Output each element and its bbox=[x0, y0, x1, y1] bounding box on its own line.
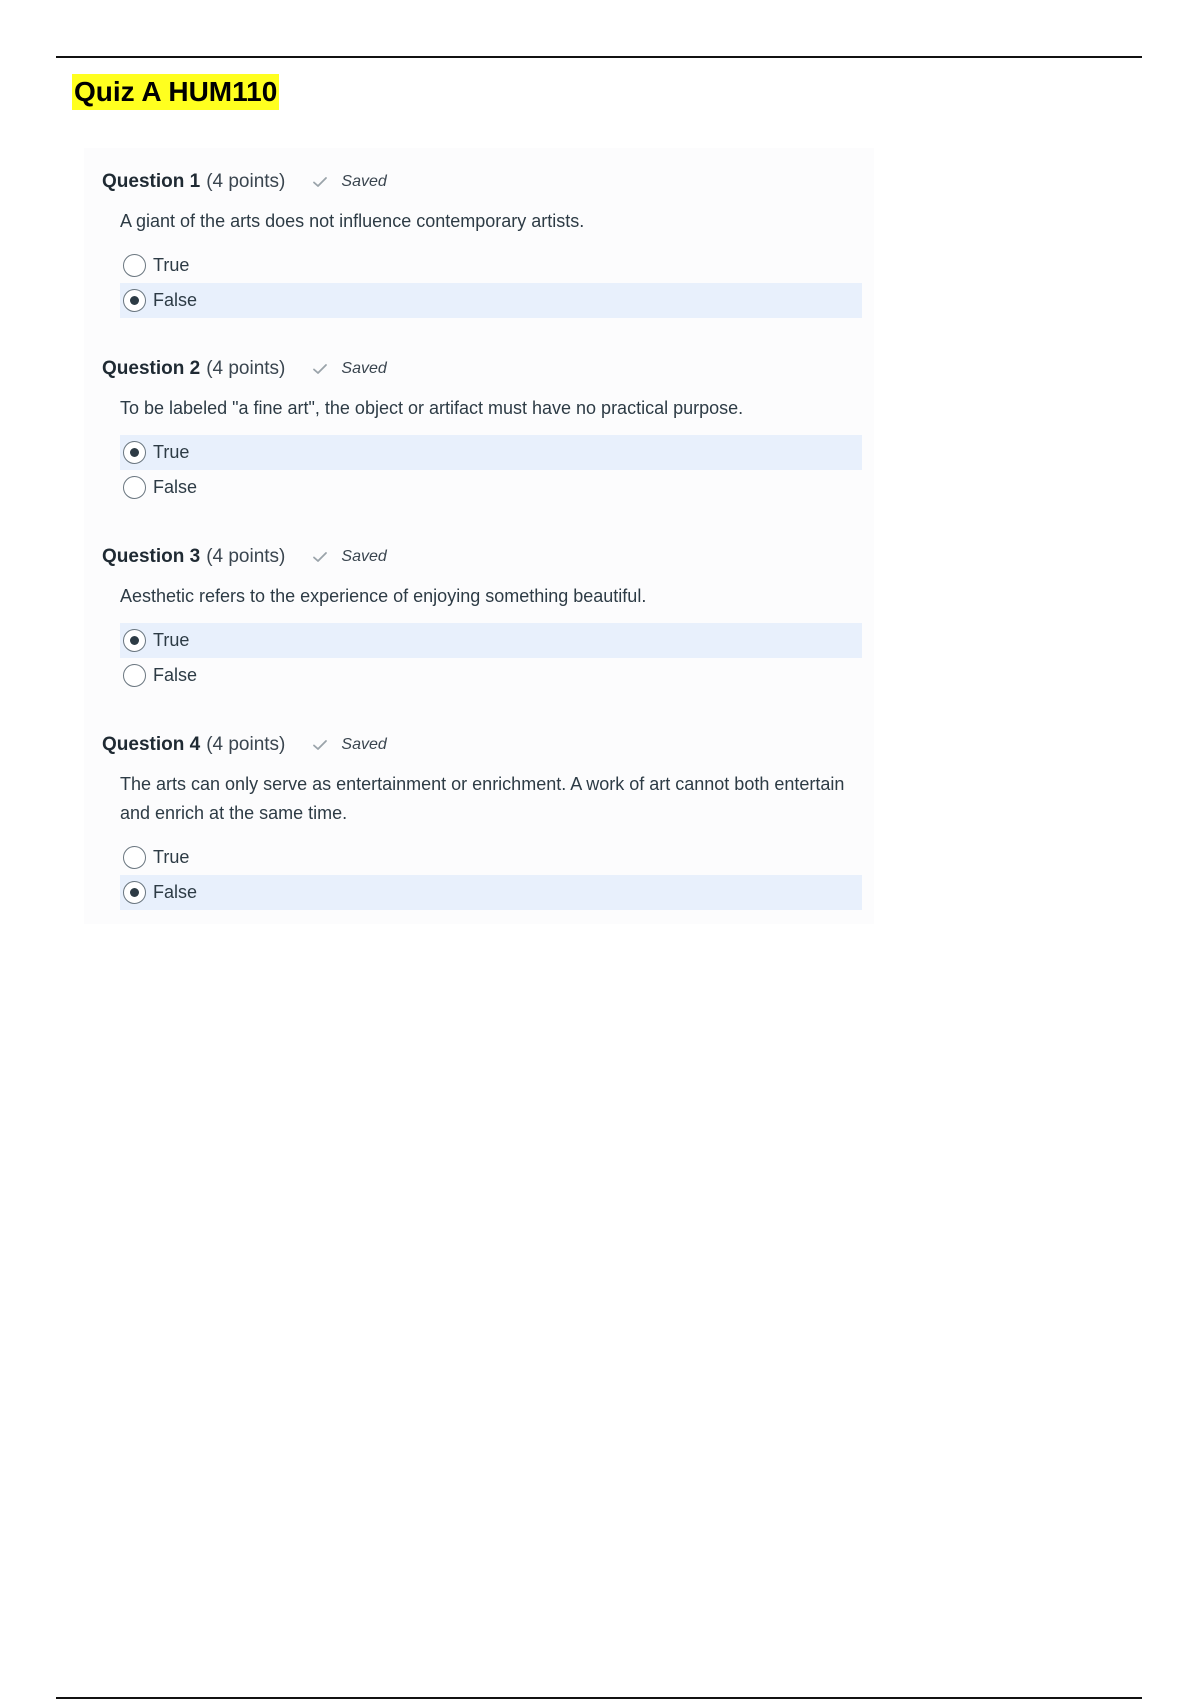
question-header bbox=[102, 167, 862, 197]
answer-options bbox=[102, 840, 862, 910]
saved-label: Saved bbox=[341, 360, 387, 377]
radio-button-icon[interactable] bbox=[123, 881, 146, 904]
radio-button-icon[interactable] bbox=[123, 441, 146, 464]
option-label: False bbox=[153, 882, 198, 902]
option-label: True bbox=[153, 442, 190, 462]
saved-status bbox=[311, 736, 386, 754]
question-1 bbox=[102, 167, 862, 318]
question-points: (4 points) bbox=[206, 546, 286, 567]
question-prompt: A giant of the arts does not influence contemporary artists. bbox=[120, 211, 585, 231]
option-label: True bbox=[153, 255, 190, 275]
question-prompt: To be labeled "a fine art", the object or artifact must have no practical purpose. bbox=[120, 398, 744, 418]
saved-status bbox=[311, 360, 386, 378]
option-label: False bbox=[153, 477, 198, 497]
check-icon bbox=[311, 173, 329, 191]
option-label: False bbox=[153, 665, 198, 685]
question-number: Question 4 bbox=[102, 734, 201, 755]
question-points: (4 points) bbox=[206, 358, 286, 379]
question-header bbox=[102, 542, 862, 572]
option-label: True bbox=[153, 847, 190, 867]
question-3 bbox=[102, 542, 862, 693]
question-prompt: The arts can only serve as entertainment or enrichment. A work of art cannot both entertain and enrich at the same time. bbox=[120, 774, 845, 823]
answer-options bbox=[102, 435, 862, 505]
saved-label: Saved bbox=[341, 173, 387, 190]
saved-status bbox=[311, 173, 386, 191]
question-number: Question 3 bbox=[102, 546, 201, 567]
option-true[interactable] bbox=[120, 248, 862, 283]
radio-button-icon[interactable] bbox=[123, 289, 146, 312]
question-2 bbox=[102, 354, 862, 505]
answer-options bbox=[102, 623, 862, 693]
option-true[interactable] bbox=[120, 623, 862, 658]
saved-label: Saved bbox=[341, 548, 387, 565]
question-header bbox=[102, 730, 862, 760]
radio-button-icon[interactable] bbox=[123, 254, 146, 277]
option-true[interactable] bbox=[120, 840, 862, 875]
radio-button-icon[interactable] bbox=[123, 846, 146, 869]
top-rule bbox=[56, 56, 1142, 58]
answer-options bbox=[102, 248, 862, 318]
question-header bbox=[102, 354, 862, 384]
question-number: Question 1 bbox=[102, 171, 201, 192]
option-false[interactable] bbox=[120, 470, 862, 505]
option-label: False bbox=[153, 290, 198, 310]
question-4 bbox=[102, 730, 862, 910]
check-icon bbox=[311, 360, 329, 378]
bottom-rule bbox=[56, 1697, 1142, 1699]
check-icon bbox=[311, 548, 329, 566]
option-false[interactable] bbox=[120, 658, 862, 693]
option-false[interactable] bbox=[120, 875, 862, 910]
radio-button-icon[interactable] bbox=[123, 629, 146, 652]
radio-button-icon[interactable] bbox=[123, 476, 146, 499]
radio-button-icon[interactable] bbox=[123, 664, 146, 687]
saved-label: Saved bbox=[341, 736, 387, 753]
option-true[interactable] bbox=[120, 435, 862, 470]
option-label: True bbox=[153, 630, 190, 650]
saved-status bbox=[311, 548, 386, 566]
question-points: (4 points) bbox=[206, 171, 286, 192]
check-icon bbox=[311, 736, 329, 754]
document-title: Quiz A HUM110 bbox=[72, 74, 279, 110]
question-number: Question 2 bbox=[102, 358, 201, 379]
option-false[interactable] bbox=[120, 283, 862, 318]
question-prompt: Aesthetic refers to the experience of enjoying something beautiful. bbox=[120, 586, 647, 606]
question-points: (4 points) bbox=[206, 734, 286, 755]
